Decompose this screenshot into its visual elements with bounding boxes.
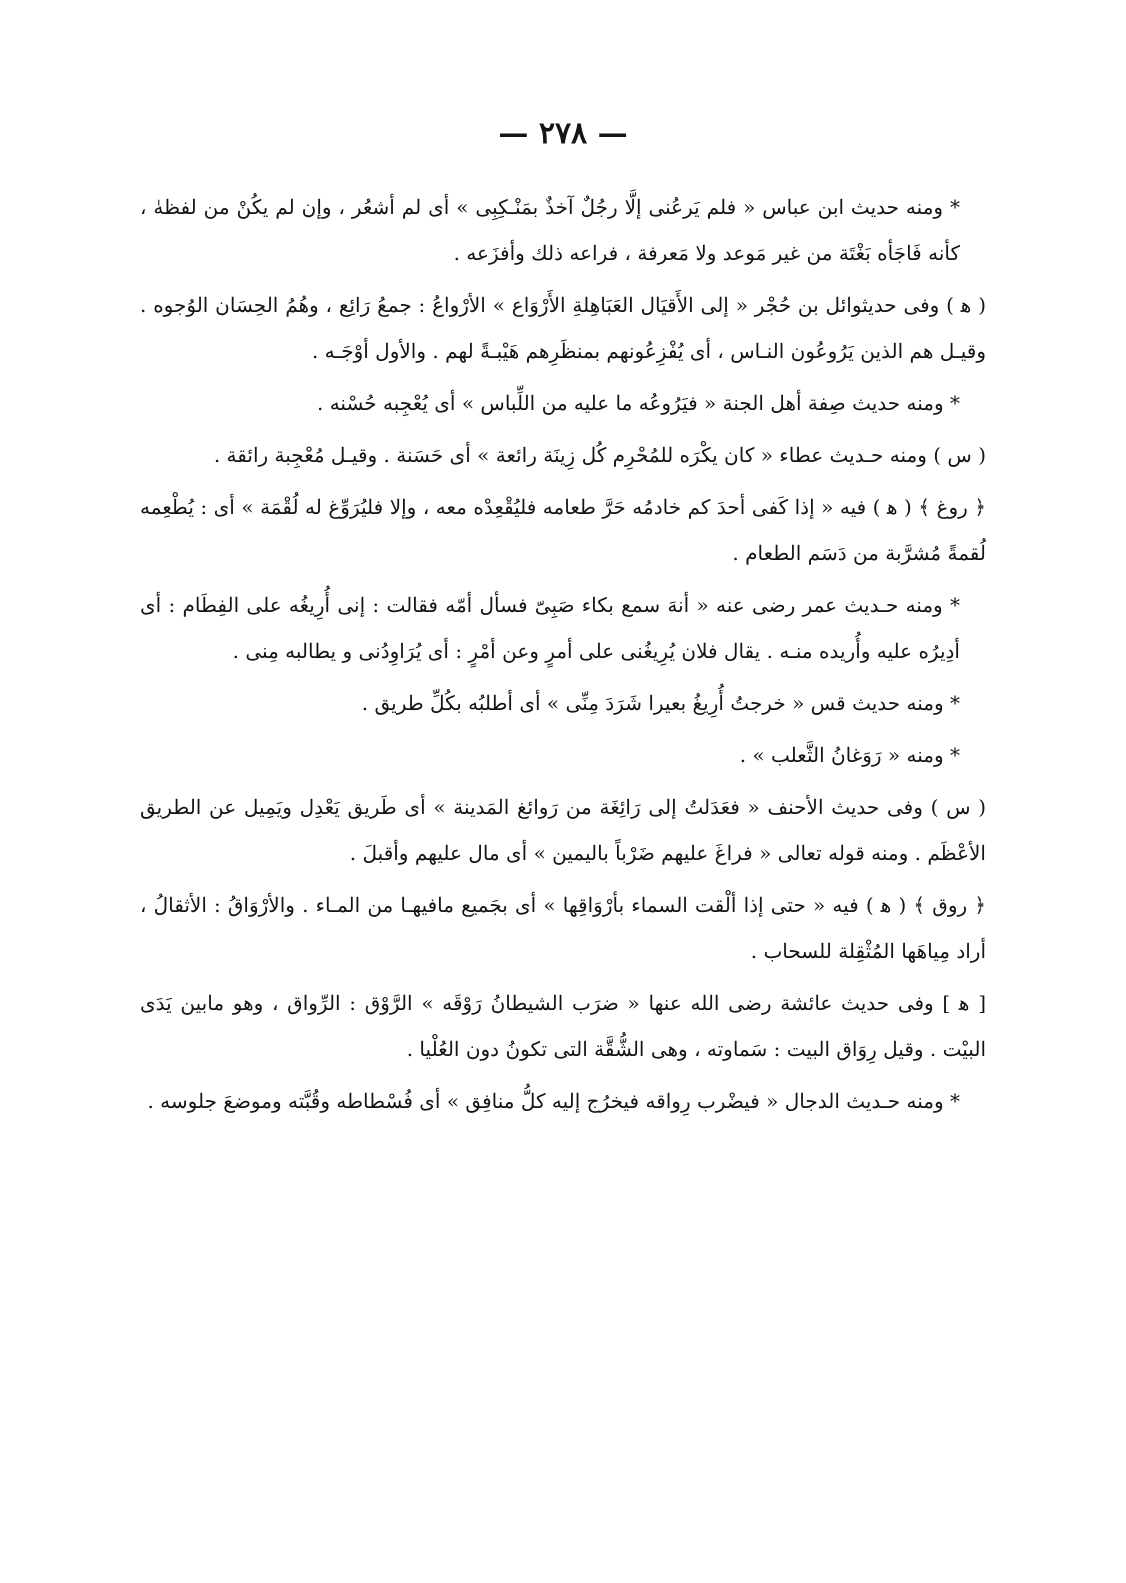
paragraph: ﴿ روغ ﴾ ( ﻫ ) فيه « إذا كَفى أحدَ كم خادمُه حَرَّ طعامه فليُقْعِدْه معه ، وإلا فليُرَوِّغ له لُقْمَة » أى : يُطْعِمه لُقمةً مُشرَّبة من دَسَم الطعام . (140, 495, 986, 565)
paragraph: * ومنه حديث ابن عباس « فلم يَرعُنى إلَّا رجُلٌ آخذٌ بمَنْـكِبِى » أى لم أشعُر ، وإن لم يكُنْ من لفظهٰ ، كأنه فَاجَأه بَغْتَة من غير مَوعد ولا مَعرفة ، فراعه ذلك وأفزَعه . (140, 195, 960, 265)
page-body (140, 184, 986, 1124)
paragraph: * ومنه حـديث الدجال « فيضْرب رِواقه فيخرُج إليه كلُّ منافِق » أى فُسْطاطه وقُبَّته وموضعَ جلوسه . (147, 1089, 960, 1113)
paragraph: * ومنه حـديث عمر رضى عنه « أنهَ سمع بكاء صَبِىّ فسأل أمّه فقالت : إنى أُرِيغُه على الفِطَام : أى أدِيرُه عليه وأُريده منـه . يقال فلان يُرِيغُنى على أمرٍ وعن أمْرٍ : أى يُرَاوِدُنى و يطالبه مِنى . (140, 593, 960, 663)
paragraph: ( س ) وفى حديث الأحنف « فعَدَلتُ إلى رَائِغَة من رَوائغ المَدينة » أى طَريق يَعْدِل ويَمِيل عن الطريق الأعْظَم . ومنه قوله تعالى « فراغَ عليهم ضَرْباً باليمين » أى مال عليهم وأقبلَ . (140, 795, 986, 865)
paragraph: * ومنه حديث صِفة أهل الجنة « فيَرُوعُه ما عليه من اللِّباس » أى يُعْجِبه حُسْنه . (316, 391, 960, 415)
page-number: — ٢٧٨ — (498, 116, 628, 151)
paragraph: ( ﻫ ) وفى حديثوائل بن حُجْر « إلى الأَقيَال العَبَاهِلةِ الأَرْوَاع » الأرْواعُ : جمعُ رَائِع ، وهُمُ الحِسَان الوُجوه . وقيـل هم الذين يَرُوعُون النـاس ، أى يُفْزِعُونهم بمنظَرِهم هَيْبـةً لهم . والأول أوْجَـه . (140, 293, 986, 363)
paragraph: [ ﻫ ] وفى حديث عائشة رضى الله عنها « ضرَب الشيطانُ رَوْقَه » الرَّوْق : الرِّواق ، وهو مابين يَدَى البيْت . وقيل رِوَاق البيت : سَماوته ، وهى الشُّقَّة التى تكونُ دون العُلْيا . (140, 991, 986, 1061)
paragraph: ( س ) ومنه حـديث عطاء « كان يكْرَه للمُحْرِم كُل زِينَة رائعة » أى حَسَنة . وقيـل مُعْجِبة رائقة . (213, 443, 986, 467)
paragraph: * ومنه « رَوَغانُ الثَّعلب » . (739, 743, 960, 767)
paragraph: ﴿ روق ﴾ ( ﻫ ) فيه « حتى إذا ألْقت السماء بأرْوَاقِها » أى بجَميع مافيهـا من المـاء . والأرْوَاقُ : الأثقالُ ، أراد مِياهَها المُثْقِلة للسحاب . (140, 893, 986, 963)
paragraph: * ومنه حديث قس « خرجتُ أُرِيغُ بعيرا شَرَدَ مِنِّى » أى أطلبُه بكُلِّ طريق . (361, 691, 960, 715)
